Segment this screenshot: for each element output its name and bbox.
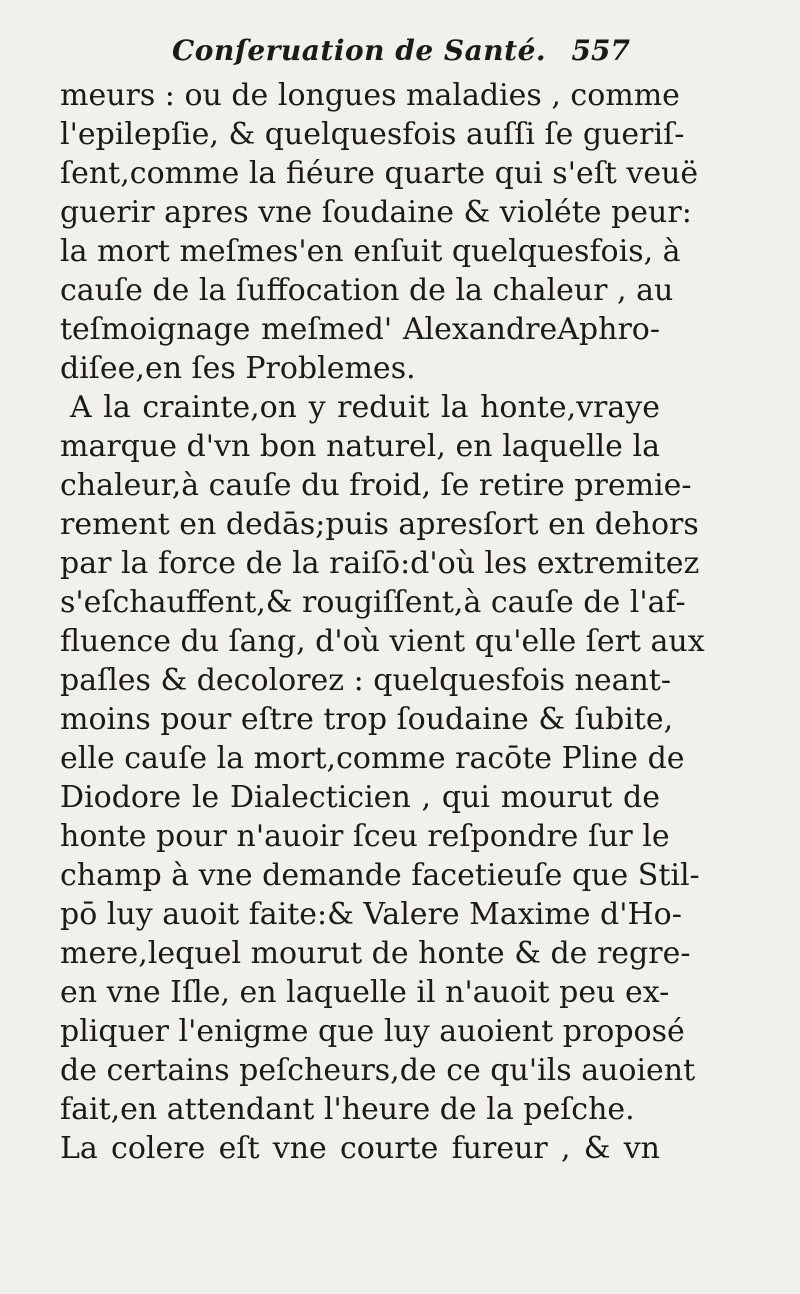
- text-line: rement en dedās;puis apresſort en dehors: [60, 507, 699, 542]
- text-line: A la crainte,on y reduit la honte,vraye: [70, 390, 660, 425]
- text-line: fait,en attendant l'heure de la peſche.: [60, 1092, 635, 1127]
- text-line: meurs : ou de longues maladies , comme: [60, 78, 680, 113]
- text-line: pō luy auoit faite:& Valere Maxime d'Ho-: [60, 897, 682, 932]
- text-line: Diodore le Dialecticien , qui mourut de: [60, 780, 660, 815]
- text-line: elle cauſe la mort,comme racōte Pline de: [60, 741, 685, 776]
- text-line: fluence du ſang, d'où vient qu'elle ſert aux: [60, 624, 705, 659]
- text-line: moins pour eſtre trop ſoudaine & ſubite,: [60, 702, 674, 737]
- running-title: Conſeruation de Santé.: [172, 34, 547, 67]
- text-line: champ à vne demande facetieuſe que Stil-: [60, 858, 700, 893]
- text-line: en vne Iſle, en laquelle il n'auoit peu ex-: [60, 975, 670, 1010]
- text-line: teſmoignage meſmed' AlexandreAphro-: [60, 312, 660, 347]
- text-line: marque d'vn bon naturel, en laquelle la: [60, 429, 660, 464]
- page-header: [150, 30, 630, 74]
- body-text: [60, 76, 705, 1168]
- text-line: paſles & decolorez : quelquesfois neant-: [60, 663, 671, 698]
- page-number: 557: [571, 34, 630, 67]
- text-line: La colere eſt vne courte fureur , & vn: [60, 1131, 660, 1166]
- text-line: de certains peſcheurs,de ce qu'ils auoient: [60, 1053, 696, 1088]
- text-line: honte pour n'auoir ſceu reſpondre ſur le: [60, 819, 670, 854]
- text-line: cauſe de la ſuffocation de la chaleur , au: [60, 273, 674, 308]
- text-line: s'eſchauffent,& rougiſſent,à cauſe de l'af-: [60, 585, 686, 620]
- text-line: pliquer l'enigme que luy auoient proposé: [60, 1014, 685, 1049]
- text-line: par la force de la raiſō:d'où les extremitez: [60, 546, 700, 581]
- text-line: diſee,en ſes Problemes.: [60, 351, 416, 386]
- text-line: chaleur,à cauſe du froid, ſe retire premie-: [60, 468, 692, 503]
- text-line: mere,lequel mourut de honte & de regre-: [60, 936, 691, 971]
- text-line: la mort meſmes'en enſuit quelquesfois, à: [60, 234, 681, 269]
- text-line: ſent,comme la fiéure quarte qui s'eſt veuë: [60, 156, 699, 191]
- text-line: guerir apres vne ſoudaine & violéte peur:: [60, 195, 692, 230]
- text-line: l'epilepſie, & quelquesfois auſſi ſe gueriſ-: [60, 117, 685, 152]
